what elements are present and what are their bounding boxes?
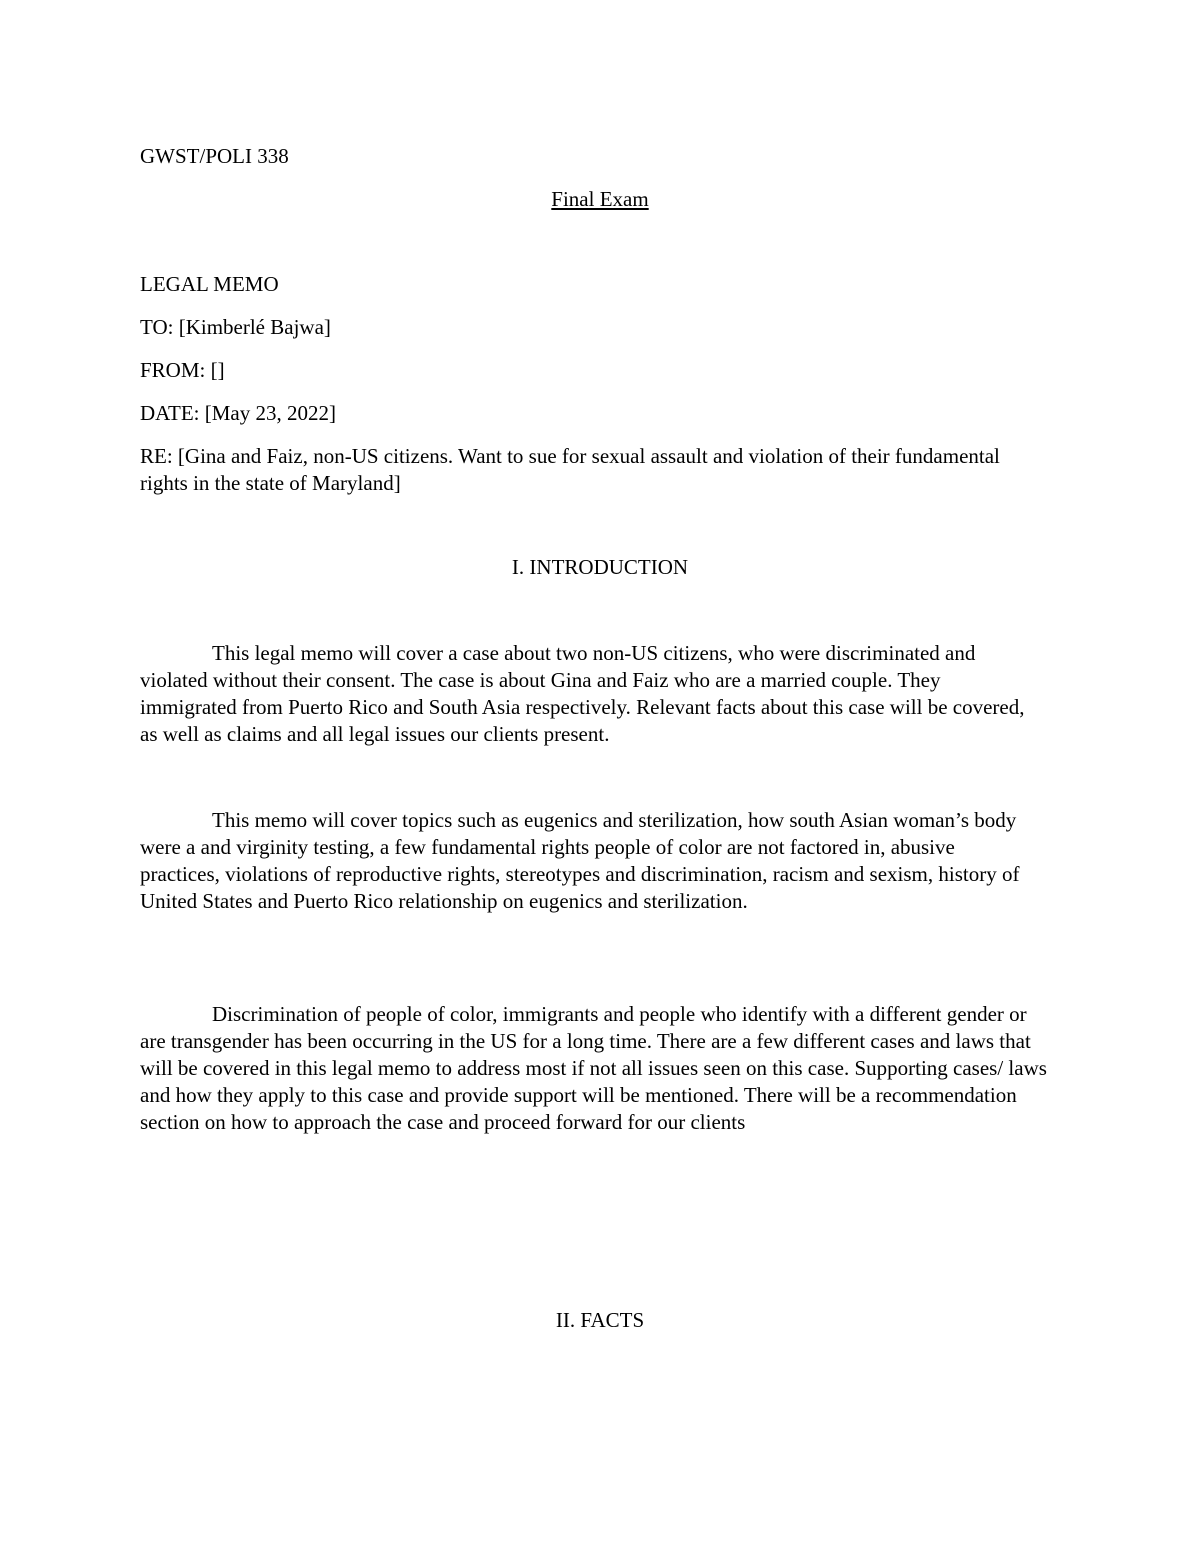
course-code: GWST/POLI 338	[140, 144, 289, 168]
memo-label: LEGAL MEMO	[140, 272, 279, 296]
facts-heading: II. FACTS	[555, 1308, 645, 1332]
memo-re: RE: [Gina and Faiz, non-US citizens. Want to sue for sexual assault and violation of their fundamental rights in the state of Maryland]	[140, 444, 1000, 495]
memo-from: FROM: []	[140, 358, 225, 382]
exam-title: Final Exam	[551, 187, 649, 211]
intro-paragraph-2: This memo will cover topics such as eugenics and sterilization, how south Asian woman’s body were a and virginity testing, a few fundamental rights people of color are not factored in, abusive practices, violations of reproductive rights, stereotypes and discrimination, racism and sexism, history of United States and Puerto Rico relationship on eugenics and sterilization.	[140, 808, 1020, 913]
intro-paragraph-1: This legal memo will cover a case about two non-US citizens, who were discriminated and violated without their consent. The case is about Gina and Faiz who are a married couple. They immigrated from Puerto Rico and South Asia respectively. Relevant facts about this case will be covered, as well as claims and all legal issues our clients present.	[140, 641, 1025, 746]
memo-to: TO: [Kimberlé Bajwa]	[140, 315, 331, 339]
introduction-heading: I. INTRODUCTION	[511, 555, 689, 579]
intro-paragraph-3: Discrimination of people of color, immigrants and people who identify with a different gender or are transgender has been occurring in the US for a long time. There are a few different cases and laws that will be covered in this legal memo to address most if not all issues seen on this case. Supporting cases/ laws and how they apply to this case and provide support will be mentioned. There will be a recommendation section on how to approach the case and proceed forward for our clients	[140, 1002, 1047, 1134]
memo-date: DATE: [May 23, 2022]	[140, 401, 336, 425]
